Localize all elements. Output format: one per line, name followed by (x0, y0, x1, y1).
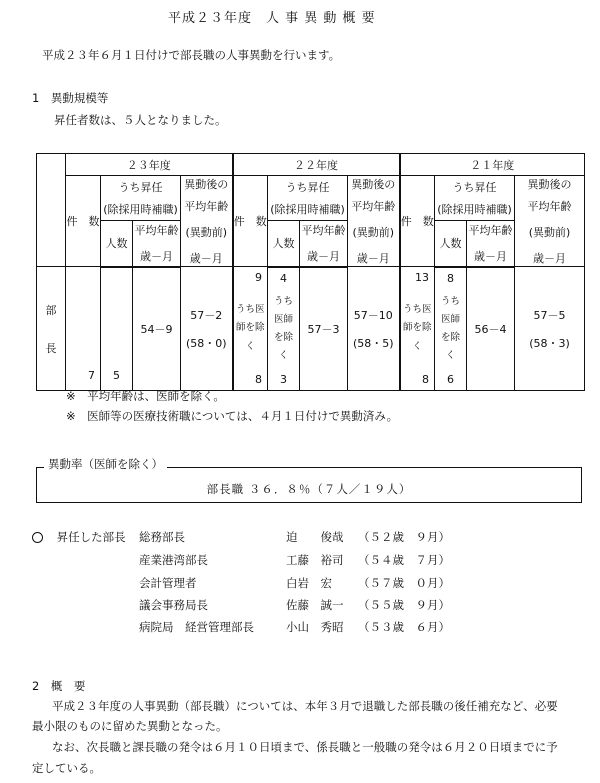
before-value: (58・3) (529, 336, 570, 350)
col-promo-sub: (除採用時補職) (437, 203, 512, 217)
col-age-unit: 歳－月 (474, 250, 507, 264)
persons-total: 4 (280, 271, 287, 285)
rate-box (36, 467, 582, 503)
promoted-pos-1: 総務部長 (139, 530, 185, 544)
col-age-unit: 歳－月 (533, 252, 566, 265)
promoted-pos-5: 病院局 経営管理部長 (139, 620, 254, 634)
col-persons-21: 人数 (435, 221, 467, 267)
section1-summary: 昇任者数は、５人となりました。 (54, 113, 227, 127)
col-after-label2: 平均年齢 (351, 200, 396, 213)
after-value: 57－5 (533, 308, 566, 322)
col-avg-23 (133, 221, 181, 267)
persons-note: うち医師を除く (273, 295, 293, 361)
col-after-21 (515, 176, 585, 267)
rate-text: 部長職 ３６．８％（７人／１９人） (206, 482, 412, 496)
before-value: (58・0) (185, 336, 227, 350)
cell-count-22 (233, 267, 268, 391)
promoted-age-5: （５３歳 ６月） (358, 620, 450, 634)
promoted-name-2: 工藤 裕司 (286, 553, 344, 567)
col-promo-21 (435, 176, 515, 221)
promoted-age-2: （５４歳 ７月） (358, 553, 450, 567)
col-after-label2: 平均年齢 (527, 200, 572, 213)
col-after-label: 異動後の (527, 178, 572, 191)
after-value: 57－2 (190, 308, 223, 322)
col-age-unit: 歳－月 (140, 250, 173, 264)
col-promo-sub: (除採用時補職) (270, 203, 345, 217)
persons-excl: 3 (280, 373, 287, 386)
promoted-age-3: （５７歳 ０月） (358, 576, 450, 590)
rate-box-label: 異動率（医師を除く） (44, 459, 167, 471)
col-before-label: (異動前) (352, 226, 395, 239)
section2-para1b: 最小限のものに留めた異動となった。 (32, 719, 228, 733)
cell-avg-22: 57－3 (300, 267, 348, 391)
col-promo-label: うち昇任 (452, 181, 497, 195)
year-header-23: ２３年度 (66, 154, 233, 176)
cell-avg-21: 56－4 (467, 267, 515, 391)
col-promo-22 (268, 176, 348, 221)
promoted-pos-2: 産業港湾部長 (139, 553, 208, 567)
page-title: 平成２３年度 人 事 異 動 概 要 (168, 11, 376, 26)
cell-persons-23: 5 (101, 267, 133, 391)
col-after-22 (348, 176, 400, 267)
year-header-22: ２２年度 (233, 154, 400, 176)
cell-after-23 (181, 267, 233, 391)
note-2: ※ 医師等の医療技術職については、４月１日付けで異動済み。 (66, 409, 399, 423)
row-label-char-1: 部 (45, 303, 57, 317)
promoted-name-1: 迫 俊哉 (286, 530, 344, 544)
count-excl: 8 (422, 372, 429, 386)
section2-para1a: 平成２３年度の人事異動（部長職）については、本年３月で退職した部長職の後任補充など、必要 (52, 699, 558, 713)
before-value: (58・5) (352, 336, 394, 350)
col-before-label: (異動前) (185, 226, 228, 239)
col-count-23: 件 数 (66, 176, 101, 267)
cell-count-23: 7 (66, 267, 101, 391)
corner-cell (37, 154, 66, 267)
col-avg-label: 平均年齢 (301, 224, 346, 238)
col-promo-sub: (除採用時補職) (103, 203, 178, 217)
count-total: 9 (255, 271, 262, 284)
section2-para2a: なお、次長職と課長職の発令は６月１０日頃まで、係長職と一般職の発令は６月２０日頃までに予 (52, 740, 558, 754)
col-count-22: 件 数 (233, 176, 268, 267)
row-label-bucho (37, 267, 66, 391)
after-value: 57－10 (353, 308, 393, 322)
col-avg-label: 平均年齢 (468, 224, 513, 238)
promoted-name-4: 佐藤 誠一 (286, 598, 344, 612)
col-count-21: 件 数 (400, 176, 435, 267)
col-age-unit: 歳－月 (307, 250, 340, 264)
promoted-pos-4: 議会事務局長 (139, 598, 208, 612)
promoted-age-1: （５２歳 ９月） (358, 530, 450, 544)
promoted-heading: 昇任した部長 (56, 530, 126, 544)
col-promo-23 (101, 176, 181, 221)
col-promo-label: うち昇任 (118, 181, 163, 195)
section2-para2b: 定している。 (32, 761, 101, 775)
cell-after-21 (515, 267, 585, 391)
personnel-table (36, 153, 585, 391)
section2-heading: 2 概 要 (32, 679, 86, 693)
promoted-heading-row (32, 532, 126, 544)
cell-after-22 (348, 267, 400, 391)
section1-heading: 1 異動規模等 (32, 91, 109, 105)
cell-persons-22 (268, 267, 300, 391)
promoted-pos-3: 会計管理者 (139, 576, 197, 590)
col-promo-label: うち昇任 (285, 181, 330, 195)
promoted-name-5: 小山 秀昭 (286, 620, 344, 634)
circle-icon (32, 532, 43, 543)
col-avg-21 (467, 221, 515, 267)
col-persons-22: 人数 (268, 221, 300, 267)
persons-total: 8 (447, 271, 454, 285)
promoted-age-4: （５５歳 ９月） (358, 598, 450, 612)
col-after-23 (181, 176, 233, 267)
year-header-21: ２１年度 (400, 154, 585, 176)
row-label-char-2: 長 (45, 341, 57, 355)
col-after-label2: 平均年齢 (184, 200, 229, 213)
col-avg-22 (300, 221, 348, 267)
col-before-label: (異動前) (528, 226, 571, 239)
count-total: 13 (415, 271, 429, 284)
cell-avg-23: 54－9 (133, 267, 181, 391)
count-note: うち医師を除く (402, 304, 432, 352)
promoted-name-3: 白岩 宏 (286, 576, 332, 590)
col-age-unit: 歳－月 (356, 252, 390, 265)
col-persons-23: 人数 (101, 221, 133, 267)
intro-text: 平成２３年６月１日付けで部長職の人事異動を行います。 (42, 48, 341, 62)
note-1: ※ 平均年齢は、医師を除く。 (66, 389, 225, 403)
count-excl: 8 (255, 372, 262, 386)
col-after-label: 異動後の (184, 178, 229, 191)
col-after-label: 異動後の (351, 178, 396, 191)
col-age-unit: 歳－月 (189, 252, 223, 265)
persons-note: うち医師を除く (440, 295, 460, 361)
count-note: うち医師を除く (235, 304, 265, 352)
cell-count-21 (400, 267, 435, 391)
persons-excl: 6 (447, 373, 454, 386)
col-avg-label: 平均年齢 (134, 224, 179, 238)
cell-persons-21 (435, 267, 467, 391)
